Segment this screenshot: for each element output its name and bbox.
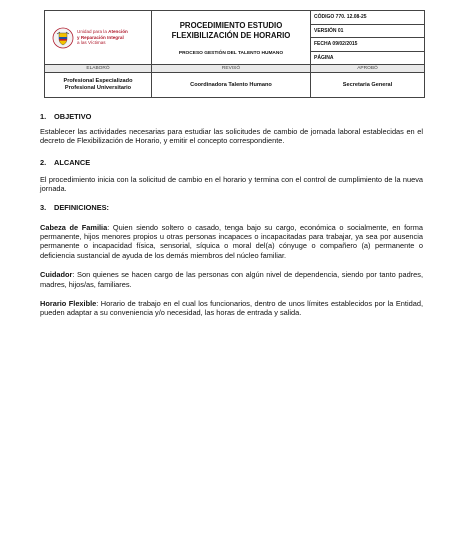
- section-heading-objetivo: [40, 112, 423, 121]
- definition-cabeza-de-familia: [40, 223, 423, 261]
- definition-cuidador: [40, 270, 423, 289]
- section-title: ALCANCE: [54, 157, 91, 167]
- signer-aprobo: Secretaria General: [311, 73, 425, 98]
- document-code: CÓDIGO 770. 12.08-25: [311, 11, 424, 25]
- logo-line-1: Unidad para la: [77, 29, 109, 35]
- section-title: DEFINICIONES:: [54, 202, 110, 212]
- section-number: 2.: [40, 157, 47, 167]
- section-heading-definiciones: [40, 203, 423, 212]
- document-date: FECHA 09/02/2015: [311, 38, 424, 52]
- definition-text: : Quien siendo soltero o casado, tenga bajo su cargo, económica o socialmente, en forma permanente, hijos menores propios u otras personas incapaces o incapacitadas para trabajar, ya sea por ausencia permanente o incapacidad física, sensorial, síquica o moral del(a) cónyuge o compañero (a) permanente o deficiencia sustancial de ayuda de los demás miembros del núcleo familiar.: [40, 222, 424, 260]
- signer-elaboro-1: Profesional Especializado: [63, 78, 133, 84]
- document-title: PROCEDIMIENTO ESTUDIO FLEXIBILIZACIÓN DE HORARIO: [171, 21, 291, 40]
- section-heading-alcance: [40, 158, 423, 167]
- signer-reviso: Coordinadora Talento Humano: [152, 73, 311, 98]
- role-aprobo: APROBÓ: [311, 65, 425, 73]
- organization-logo: [45, 27, 151, 49]
- signer-elaboro: [45, 73, 152, 98]
- document-body: [40, 112, 423, 318]
- logo-text: [77, 29, 128, 45]
- role-reviso: REVISÓ: [152, 65, 311, 73]
- approval-roles-row: [45, 65, 425, 73]
- document-header-table: [44, 10, 425, 98]
- document-page: PÁGINA: [314, 54, 334, 61]
- logo-line-2: y Reparación Integral: [77, 34, 124, 40]
- meta-cell: [311, 11, 425, 65]
- title-cell: [152, 11, 311, 65]
- definition-term: Cabeza de Familia: [40, 222, 108, 232]
- section-number: 3.: [40, 202, 47, 212]
- process-name: PROCESO GESTIÓN DEL TALENTO HUMANO: [178, 51, 284, 56]
- section-number: 1.: [40, 112, 47, 121]
- approval-signers-row: [45, 73, 425, 98]
- definition-horario-flexible: [40, 299, 423, 318]
- definition-term: Horario Flexible: [40, 299, 97, 309]
- logo-line-1-bold: Atención: [108, 29, 128, 35]
- section-text-alcance: El procedimiento inicia con la solicitud de cambio en el horario y termina con el control de cumplimiento de la nueva jornada.: [40, 174, 423, 194]
- definition-text: : Son quienes se hacen cargo de las personas con algún nivel de dependencia, siendo por tanto padres, madres, hijos/as, familiares.: [40, 270, 423, 289]
- role-elaboro: ELABORÓ: [45, 65, 152, 73]
- section-title: OBJETIVO: [54, 112, 92, 121]
- definition-text: : Horario de trabajo en el cual los funcionarios, dentro de unos límites establecidos por la Entidad, pueden adaptar a su conveniencia y/o necesidad, las horas de entrada y salida.: [40, 299, 423, 318]
- coat-of-arms-icon: [52, 27, 74, 49]
- document-version: VERSIÓN 01: [311, 25, 424, 39]
- signer-elaboro-2: Profesional Universitario: [64, 85, 132, 91]
- logo-line-3: a las Víctimas: [77, 40, 106, 46]
- definition-term: Cuidador: [40, 270, 73, 280]
- section-text-objetivo: Establecer las actividades necesarias para estudiar las solicitudes de cambio de jornada laboral establecidas en el decreto de Flexibilización de Horario, y emitir el concepto correspondiente.: [40, 127, 423, 146]
- logo-cell: [45, 11, 152, 65]
